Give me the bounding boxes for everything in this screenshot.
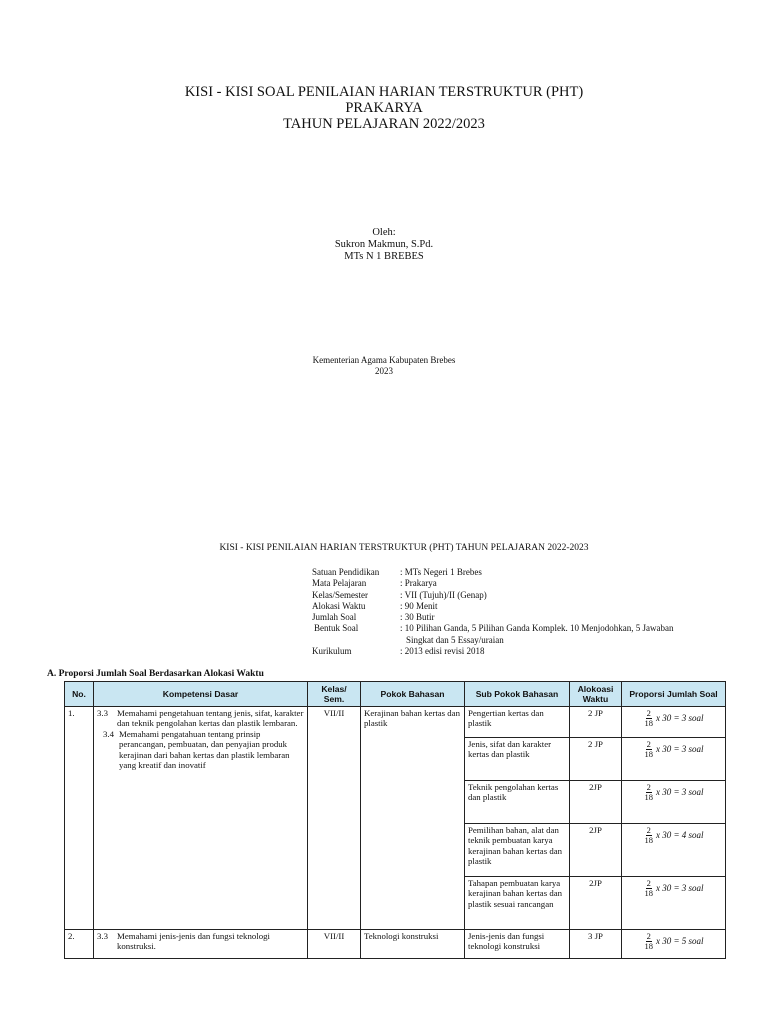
info-key: Mata Pelajaran: [312, 578, 367, 589]
kd-number: 3.3: [97, 931, 108, 941]
info-key: Kelas/Semester: [312, 589, 368, 600]
school-name: MTs N 1 BREBES: [344, 251, 424, 262]
kd-text: Memahami jenis-jenis dan fungsi teknologi konstruksi.: [117, 931, 270, 952]
formula-rest: x 30 = 3 soal: [655, 744, 704, 755]
cell-proporsi: [622, 707, 726, 738]
cell-alokasi: 3 JP: [570, 930, 622, 959]
cell-alokasi: 2JP: [570, 824, 622, 877]
info-key: Jumlah Soal: [312, 612, 357, 623]
cell-kd: [94, 707, 308, 930]
fraction-denominator: 18: [644, 718, 653, 728]
cell-proporsi: [622, 824, 726, 877]
proporsi-formula: [643, 826, 703, 845]
fraction-denominator: 18: [644, 888, 653, 898]
header-sub: Sub Pokok Bahasan: [465, 682, 570, 707]
kd-text: Memahami pengetahuan tentang jenis, sifat, karakter dan teknik pengolahan kertas dan plastik lembaran.: [117, 708, 304, 729]
proporsi-formula: [643, 879, 703, 898]
cell-sub: Jenis-jenis dan fungsi teknologi konstruksi: [465, 930, 570, 959]
cell-alokasi: 2 JP: [570, 738, 622, 781]
table-header-row: [65, 682, 726, 707]
info-row: [312, 590, 732, 601]
fraction-numerator: 2: [646, 782, 651, 792]
table-row: [65, 707, 726, 738]
fraction: [643, 932, 654, 951]
kd-text: Memahami pengatahuan tentang prinsip perancangan, pembuatan, dan penyajian produk kerajinan dari bahan kertas dan plastik lembaran yang kreatif dan inovatif: [119, 728, 290, 771]
info-row: [312, 612, 732, 623]
fraction: [643, 783, 654, 802]
cell-sub: Tahapan pembuatan karya kerajinan bahan kertas dan plastik sesuai rancangan: [465, 877, 570, 930]
cell-sub: Pemilihan bahan, alat dan teknik pembuatan karya kerajinan bahan kertas dan plastik: [465, 824, 570, 877]
cell-alokasi: 2JP: [570, 877, 622, 930]
proporsi-formula: [643, 783, 703, 802]
fraction: [643, 826, 654, 845]
header-proporsi: Proporsi Jumlah Soal: [622, 682, 726, 707]
info-key: Satuan Pendidikan: [312, 567, 380, 577]
info-row: [312, 567, 732, 578]
header-pokok: Pokok Bahasan: [361, 682, 465, 707]
section-title: A. Proporsi Jumlah Soal Berdasarkan Alokasi Waktu: [47, 669, 264, 679]
fraction-denominator: 18: [644, 835, 653, 845]
cell-pokok: Teknologi konstruksi: [361, 930, 465, 959]
cell-proporsi: [622, 738, 726, 781]
header-no: No.: [65, 682, 94, 707]
formula-rest: x 30 = 5 soal: [655, 936, 704, 947]
kd-number: 3.4: [103, 728, 114, 739]
cell-kelas: VII/II: [308, 930, 361, 959]
cover-year: 2023: [375, 366, 393, 376]
cell-alokasi: 2 JP: [570, 707, 622, 738]
ministry-name: Kementerian Agama Kabupaten Brebes: [312, 355, 456, 365]
cell-alokasi: 2JP: [570, 781, 622, 824]
info-row: [312, 646, 732, 657]
cell-kelas: VII/II: [308, 707, 361, 930]
fraction-numerator: 2: [646, 708, 651, 718]
fraction: [643, 709, 654, 728]
info-key: Bentuk Soal: [314, 623, 359, 634]
info-value-continuation: Singkat dan 5 Essay/uraian: [406, 634, 504, 645]
info-value-line: : 10 Pilihan Ganda, 5 Pilihan Ganda Komplek. 10 Menjodohkan, 5 Jawaban: [400, 623, 674, 634]
cell-sub: Pengertian kertas dan plastik: [465, 707, 570, 738]
cell-pokok: Kerajinan bahan kertas dan plastik: [361, 707, 465, 930]
info-value: : VII (Tujuh)/II (Genap): [400, 589, 487, 600]
formula-rest: x 30 = 3 soal: [655, 883, 704, 894]
fraction-denominator: 18: [644, 792, 653, 802]
fraction-denominator: 18: [644, 941, 653, 951]
proporsi-formula: [643, 709, 703, 728]
info-value: : MTs Negeri 1 Brebes: [400, 567, 482, 577]
fraction-numerator: 2: [646, 878, 651, 888]
kd-item: [97, 708, 304, 729]
formula-rest: x 30 = 3 soal: [655, 787, 704, 798]
info-value: : 2013 edisi revisi 2018: [400, 646, 485, 657]
header-kd: Kompetensi Dasar: [94, 682, 308, 707]
kd-number: 3.3: [97, 708, 108, 718]
author-name: Sukron Makmun, S.Pd.: [334, 239, 434, 250]
cell-proporsi: [622, 930, 726, 959]
info-block: [312, 567, 732, 657]
by-label: Oleh:: [372, 227, 396, 238]
fraction: [643, 879, 654, 898]
proporsi-formula: [643, 740, 703, 759]
cell-sub: Jenis, sifat dan karakter kertas dan plastik: [465, 738, 570, 781]
fraction-denominator: 18: [644, 749, 653, 759]
cell-no: 2.: [65, 930, 94, 959]
kd-item: [103, 729, 304, 771]
cover-title-line-1: KISI - KISI SOAL PENILAIAN HARIAN TERSTRUKTUR (PHT): [184, 84, 584, 100]
info-row: [312, 601, 732, 612]
kd-item: [97, 931, 304, 952]
info-value: : Prakarya: [400, 578, 437, 589]
info-value: : 30 Butir: [400, 612, 435, 623]
page-heading: KISI - KISI PENILAIAN HARIAN TERSTRUKTUR (PHT) TAHUN PELAJARAN 2022-2023: [219, 543, 589, 553]
header-kelas: Kelas/ Sem.: [308, 682, 361, 707]
cell-proporsi: [622, 781, 726, 824]
info-row: [312, 623, 732, 646]
cover-title: [0, 84, 768, 132]
proporsi-formula: [643, 932, 703, 951]
info-value: : 90 Menit: [400, 600, 438, 611]
info-row: [312, 578, 732, 589]
cell-kd: [94, 930, 308, 959]
formula-rest: x 30 = 3 soal: [655, 713, 704, 724]
cell-proporsi: [622, 877, 726, 930]
fraction-numerator: 2: [646, 931, 651, 941]
formula-rest: x 30 = 4 soal: [655, 830, 704, 841]
cover-title-line-2: PRAKARYA: [345, 100, 423, 116]
fraction: [643, 740, 654, 759]
info-value: [400, 623, 732, 646]
header-alokasi: Alokoasi Waktu: [570, 682, 622, 707]
cover-title-line-3: TAHUN PELAJARAN 2022/2023: [283, 116, 485, 132]
fraction-numerator: 2: [646, 825, 651, 835]
proporsi-table: [64, 681, 726, 959]
info-key: Kurikulum: [312, 646, 352, 657]
cell-no: 1.: [65, 707, 94, 930]
fraction-numerator: 2: [646, 739, 651, 749]
author-block: [0, 227, 768, 263]
table-row: [65, 930, 726, 959]
info-key: Alokasi Waktu: [312, 600, 366, 611]
ministry-block: [0, 355, 768, 377]
cell-sub: Teknik pengolahan kertas dan plastik: [465, 781, 570, 824]
